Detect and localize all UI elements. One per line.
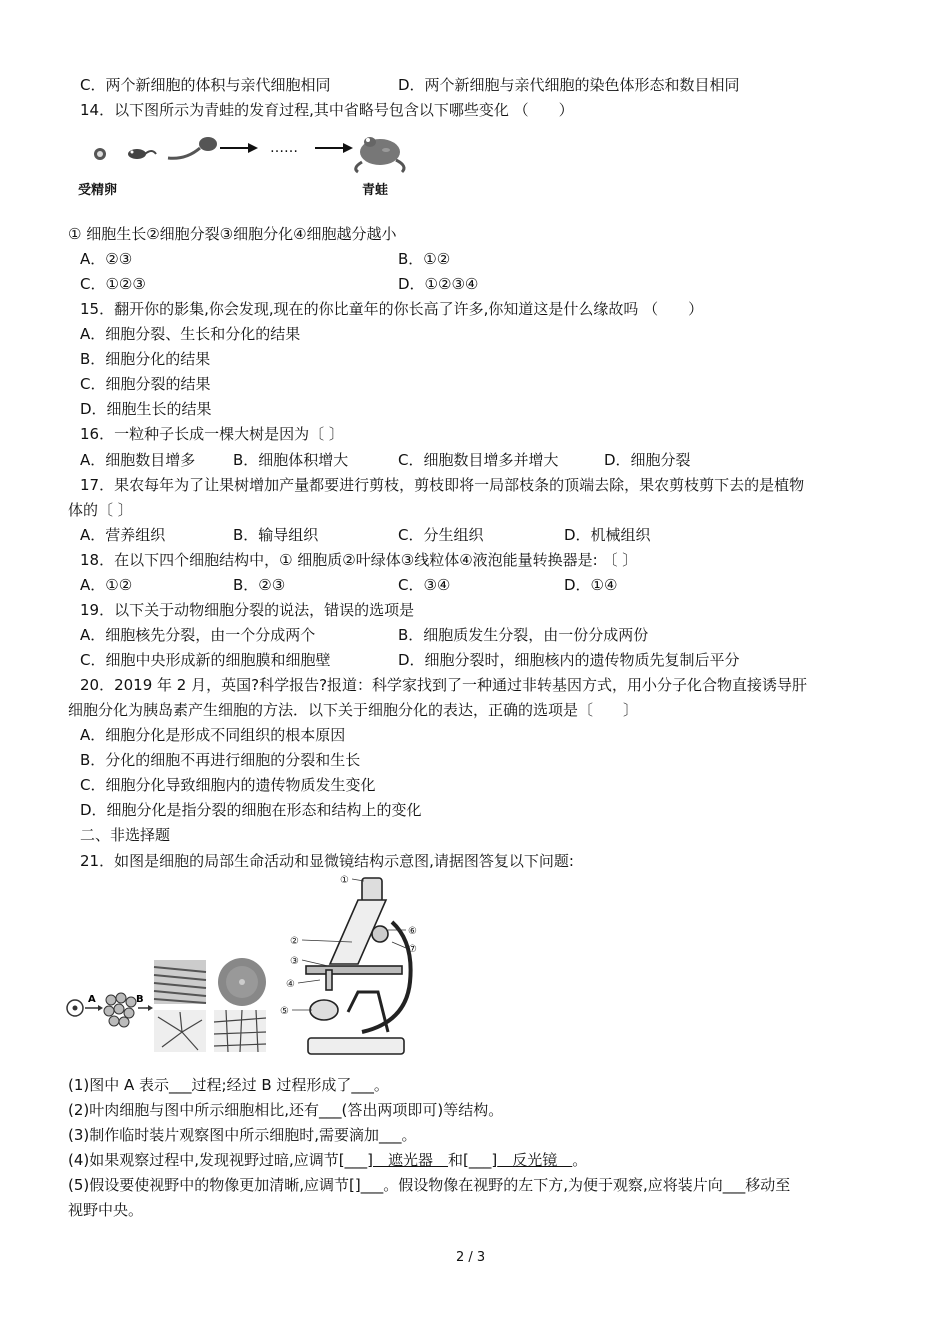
- ellipsis: ……: [270, 140, 298, 156]
- q18-option-a: A．①②: [80, 576, 133, 594]
- q18-option-d: D．①④: [564, 576, 618, 594]
- q14-stem: 14．以下图所示为青蛙的发育过程,其中省略号包含以下哪些变化 （ ）: [80, 101, 574, 119]
- label-6: ⑥: [408, 926, 417, 937]
- q21-sub1: (1)图中 A 表示___过程;经过 B 过程形成了___。: [68, 1076, 389, 1094]
- label-b: B: [136, 994, 144, 1005]
- q15-option-c: C．细胞分裂的结果: [80, 375, 211, 393]
- section-heading: 二、非选择题: [80, 826, 171, 844]
- q18-option-b: B．②③: [233, 576, 286, 594]
- q20-option-a: A．细胞分化是形成不同组织的根本原因: [80, 726, 346, 744]
- epithelial-tissue-icon: [214, 1010, 266, 1052]
- arrow-icon: [315, 143, 353, 153]
- q16-option-c: C．细胞数目增多并增大: [398, 451, 559, 469]
- q21-sub4-answer-1: 遮光器: [373, 1151, 449, 1169]
- q21-sub4-prefix: (4)如果观察过程中,发现视野过暗,应调节[___]: [68, 1151, 373, 1169]
- q21-sub5-line2: 视野中央。: [68, 1201, 144, 1219]
- fertilized-egg-label: 受精卵: [78, 183, 118, 198]
- arrow-icon: [138, 1005, 153, 1011]
- q19-option-b: B．细胞质发生分裂，由一份分成两份: [398, 626, 649, 644]
- q20-stem-line2: 细胞分化为胰岛素产生细胞的方法．以下关于细胞分化的表达，正确的选项是〔 〕: [68, 701, 639, 719]
- q17-option-a: A．营养组织: [80, 526, 166, 544]
- q15-stem: 15．翻开你的影集,你会发现,现在的你比童年的你长高了许多,你知道这是什么缘故吗 （ ）: [80, 300, 704, 318]
- q21-sub4: [68, 1150, 587, 1170]
- arrow-icon: [220, 143, 258, 153]
- q21-sub4-answer-2: 反光镜: [497, 1151, 573, 1169]
- label-1: ①: [340, 875, 349, 886]
- q15-option-b: B．细胞分化的结果: [80, 350, 211, 368]
- single-cell-icon: [67, 1000, 83, 1016]
- arrow-icon: [85, 1005, 103, 1011]
- q19-option-a: A．细胞核先分裂，由一个分成两个: [80, 626, 316, 644]
- label-4: ④: [286, 979, 295, 990]
- q18-option-c: C．③④: [398, 576, 451, 594]
- q21-sub2: (2)叶肉细胞与图中所示细胞相比,还有___(答出两项即可)等结构。: [68, 1101, 504, 1119]
- q18-stem: 18．在以下四个细胞结构中，① 细胞质②叶绿体③线粒体④液泡能量转换器是: 〔 〕: [80, 551, 638, 569]
- label-a: A: [88, 994, 96, 1005]
- muscle-tissue-icon: [154, 960, 206, 1004]
- bone-tissue-icon: [218, 958, 266, 1006]
- cell-cluster-icon: [104, 993, 136, 1027]
- early-tadpole-icon: [128, 149, 156, 159]
- frog-label: 青蛙: [362, 183, 389, 198]
- q14-option-a: A．②③: [80, 250, 133, 268]
- q14-option-d: D．①②③④: [398, 275, 479, 293]
- page-number: 2 / 3: [456, 1250, 486, 1265]
- q16-option-d: D．细胞分裂: [604, 451, 691, 469]
- q20-option-c: C．细胞分化导致细胞内的遗传物质发生变化: [80, 776, 376, 794]
- q21-sub3: (3)制作临时装片观察图中所示细胞时,需要滴加___。: [68, 1126, 417, 1144]
- q19-stem: 19．以下关于动物细胞分裂的说法，错误的选项是: [80, 601, 415, 619]
- q20-option-b: B．分化的细胞不再进行细胞的分裂和生长: [80, 751, 361, 769]
- q21-sub4-end: 。: [572, 1151, 588, 1169]
- q20-stem-line1: 20．2019 年 2 月，英国?科学报告?报道：科学家找到了一种通过非转基因方式，用小分子化合物直接诱导肝: [80, 676, 808, 694]
- q21-sub4-middle: 和[___]: [448, 1151, 498, 1169]
- cell-and-microscope-figure: [62, 872, 442, 1060]
- q16-option-a: A．细胞数目增多: [80, 451, 196, 469]
- label-7: ⑦: [408, 944, 417, 955]
- q17-option-c: C．分生组织: [398, 526, 484, 544]
- q17-option-d: D．机械组织: [564, 526, 651, 544]
- q21-stem: 21．如图是细胞的局部生命活动和显微镜结构示意图,请据图答复以下问题:: [80, 852, 574, 870]
- q15-option-a: A．细胞分裂、生长和分化的结果: [80, 325, 301, 343]
- q21-sub5-line1: (5)假设要使视野中的物像更加清晰,应调节[]___。假设物像在视野的左下方,为便于观察,应将装片向___移动至: [68, 1176, 791, 1194]
- fertilized-egg-icon: [94, 148, 106, 160]
- q14-option-b: B．①②: [398, 250, 451, 268]
- q17-stem-line2: 体的〔 〕: [68, 501, 133, 519]
- frog-icon: [356, 137, 404, 172]
- q16-option-b: B．细胞体积增大: [233, 451, 349, 469]
- label-3: ③: [290, 956, 299, 967]
- q17-stem-line1: 17．果农每年为了让果树增加产量都要进行剪枝，剪枝即将一局部枝条的顶端去除，果农剪枝剪下去的是植物: [80, 476, 805, 494]
- tadpole-icon: [168, 137, 217, 158]
- q13-option-c: C．两个新细胞的体积与亲代细胞相同: [80, 76, 331, 94]
- label-5: ⑤: [280, 1006, 289, 1017]
- q19-option-d: D．细胞分裂时，细胞核内的遗传物质先复制后平分: [398, 651, 740, 669]
- nerve-tissue-icon: [154, 1010, 206, 1052]
- q16-stem: 16．一粒种子长成一棵大树是因为〔 〕: [80, 425, 344, 443]
- q20-option-d: D．细胞分化是指分裂的细胞在形态和结构上的变化: [80, 801, 422, 819]
- q14-statements: ① 细胞生长②细胞分裂③细胞分化④细胞越分越小: [68, 225, 397, 243]
- microscope-icon: [306, 878, 411, 1054]
- q17-option-b: B．输导组织: [233, 526, 319, 544]
- q19-option-c: C．细胞中央形成新的细胞膜和细胞壁: [80, 651, 331, 669]
- q13-option-d: D．两个新细胞与亲代细胞的染色体形态和数目相同: [398, 76, 740, 94]
- q14-option-c: C．①②③: [80, 275, 146, 293]
- q15-option-d: D．细胞生长的结果: [80, 400, 212, 418]
- label-2: ②: [290, 936, 299, 947]
